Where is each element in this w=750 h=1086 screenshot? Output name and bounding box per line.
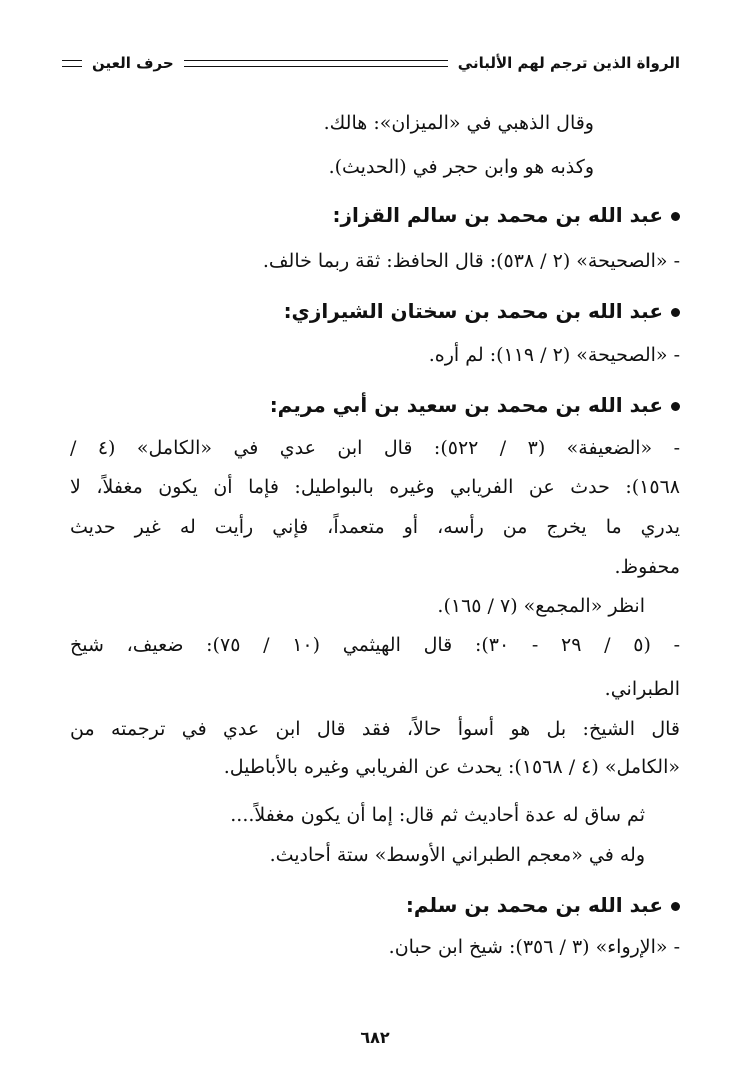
text-line: - «الصحيحة» (٢ / ٥٣٨): قال الحافظ: ثقة ربما خالف. — [262, 250, 680, 272]
text-line: قال الشيخ: بل هو أسوأ حالاً، فقد قال ابن عدي في ترجمته من — [70, 718, 680, 740]
text-line: - «الصحيحة» (٢ / ١١٩): لم أره. — [428, 344, 680, 366]
text-line: ١٥٦٨): حدث عن الفريابي وغيره بالبواطيل: فإما أن يكون مغفلاً، لا — [70, 476, 680, 498]
narrator-heading — [70, 296, 680, 326]
bullet-icon — [671, 212, 680, 221]
header-section: حرف العين — [92, 54, 174, 72]
narrator-name: عبد الله بن محمد بن سعيد بن أبي مريم: — [269, 393, 663, 417]
text-line: «الكامل» (٤ / ١٥٦٨): يحدث عن الفريابي وغيره بالأباطيل. — [223, 756, 680, 778]
header-rule-end — [62, 60, 82, 67]
header-title: الرواة الذين ترجم لهم الألباني — [457, 54, 680, 72]
text-line: وكذبه هو وابن حجر في (الحديث). — [328, 156, 594, 178]
bullet-icon — [671, 308, 680, 317]
narrator-heading — [70, 390, 680, 420]
text-line: يدري ما يخرج من رأسه، أو متعمداً، فإني رأيت له غير حديث — [70, 516, 680, 538]
header-rule — [184, 60, 448, 67]
running-header — [62, 48, 680, 78]
page-number: ٦٨٢ — [360, 1028, 390, 1047]
text-line: وله في «معجم الطبراني الأوسط» ستة أحاديث. — [269, 844, 645, 866]
text-line: - (٥ / ٢٩ - ٣٠): قال الهيثمي (١٠ / ٧٥): ضعيف، شيخ — [70, 634, 681, 656]
text-line: محفوظ. — [614, 556, 680, 578]
text-line: - «الضعيفة» (٣ / ٥٢٢): قال ابن عدي في «الكامل» (٤ / — [70, 437, 681, 459]
narrator-name: عبد الله بن محمد بن سالم القزاز: — [332, 203, 663, 227]
bullet-icon — [671, 402, 680, 411]
narrator-heading — [70, 890, 680, 920]
text-line: - «الإرواء» (٣ / ٣٥٦): شيخ ابن حبان. — [388, 936, 680, 958]
text-line: ثم ساق له عدة أحاديث ثم قال: إما أن يكون مغفلاً.... — [230, 804, 645, 826]
text-line: وقال الذهبي في «الميزان»: هالك. — [323, 112, 594, 134]
narrator-name: عبد الله بن محمد بن سلم: — [405, 893, 663, 917]
bullet-icon — [671, 902, 680, 911]
text-line: انظر «المجمع» (٧ / ١٦٥). — [437, 595, 645, 617]
narrator-heading — [70, 200, 680, 230]
text-line: الطبراني. — [604, 678, 680, 700]
narrator-name: عبد الله بن محمد بن سختان الشيرازي: — [283, 299, 663, 323]
